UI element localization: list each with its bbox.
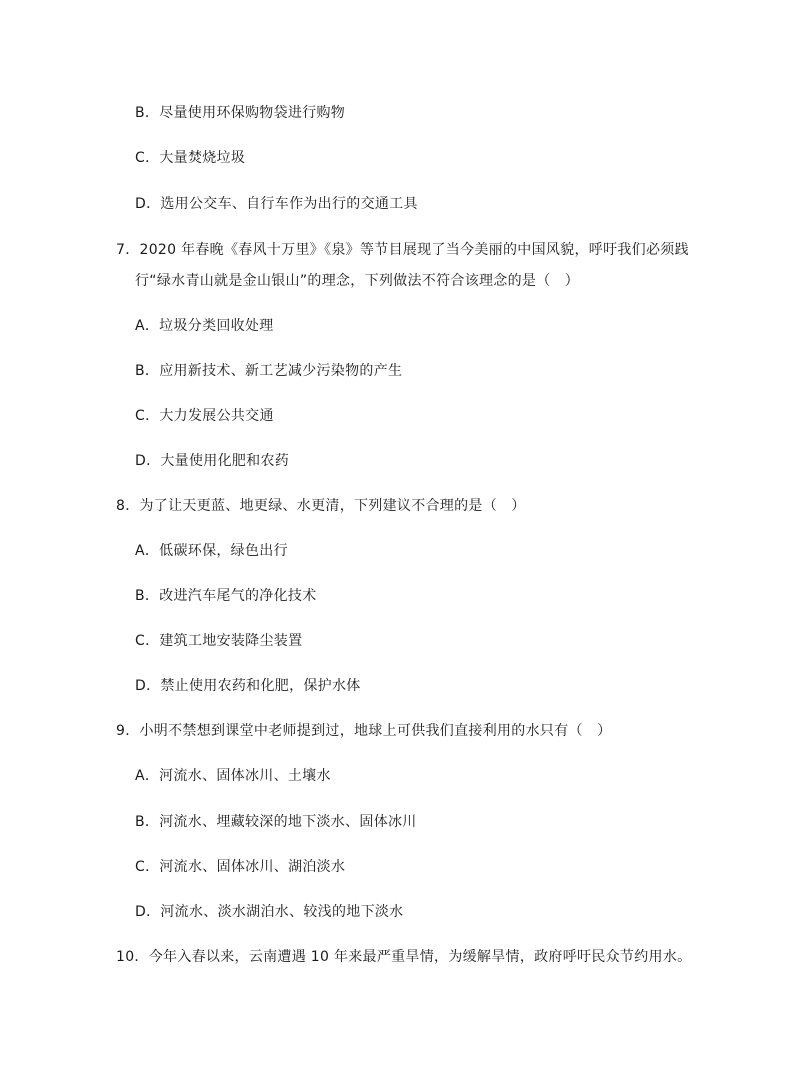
q8-option-a: A．低碳环保，绿色出行 [135,543,288,559]
q6-option-d: D．选用公交车、自行车作为出行的交通工具 [135,196,418,212]
q9-option-a: A．河流水、固体冰川、土壤水 [135,768,331,784]
q8-option-b: B．改进汽车尾气的净化技术 [135,588,317,604]
q9-option-c: C．河流水、固体冰川、湖泊淡水 [135,859,346,875]
q7-stem-line2: 行“绿水青山就是金山银山”的理念，下列做法不符合该理念的是（ ） [135,273,580,289]
q7-option-d: D．大量使用化肥和农药 [135,453,290,469]
q9-stem: 9．小明不禁想到课堂中老师提到过，地球上可供我们直接利用的水只有（ ） [116,723,612,739]
q7-stem-line1: 7．2020 年春晚《春风十万里》《泉》等节目展现了当今美丽的中国风貌，呼吁我们必须践 [116,242,689,258]
q8-stem: 8．为了让天更蓝、地更绿、水更清，下列建议不合理的是（ ） [116,498,526,514]
q7-option-c: C．大力发展公共交通 [135,408,274,424]
q10-stem: 10．今年入春以来，云南遭遇 10 年来最严重旱情，为缓解旱情，政府呼吁民众节约用水。 [116,949,692,965]
q8-option-d: D．禁止使用农药和化肥，保护水体 [135,678,361,694]
q9-option-d: D．河流水、淡水湖泊水、较浅的地下淡水 [135,904,404,920]
q7-option-b: B．应用新技术、新工艺减少污染物的产生 [135,363,403,379]
q6-option-c: C．大量焚烧垃圾 [135,150,246,166]
q9-option-b: B．河流水、埋藏较深的地下淡水、固体冰川 [135,814,417,830]
q6-option-b: B．尽量使用环保购物袋进行购物 [135,105,346,121]
q8-option-c: C．建筑工地安装降尘装置 [135,633,303,649]
q7-option-a: A．垃圾分类回收处理 [135,318,274,334]
